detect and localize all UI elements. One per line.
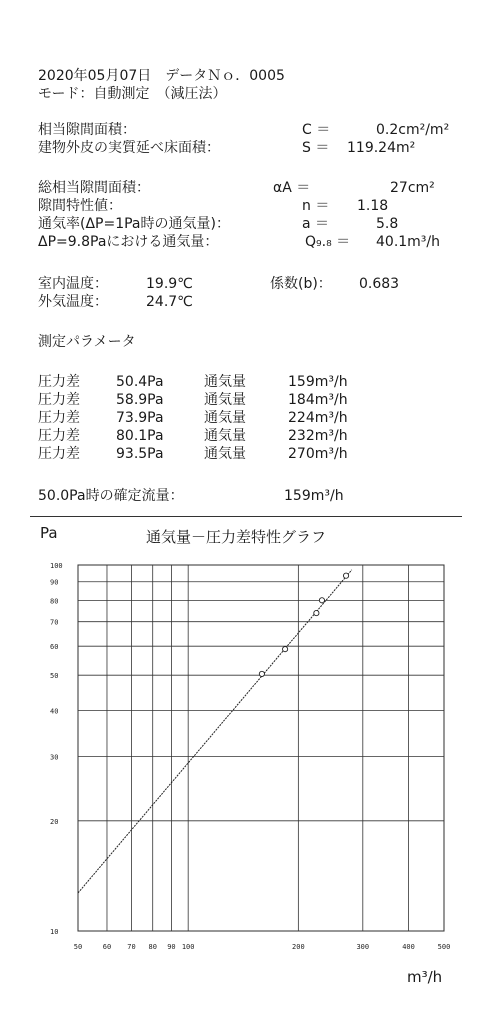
- y-tick-label: 100: [50, 562, 63, 570]
- y-tick-label: 10: [50, 928, 59, 936]
- mode-line: モード：自動測定 （減圧法）: [38, 86, 227, 102]
- airflow-label: 通気量: [204, 446, 246, 462]
- parameters-heading: 測定パラメータ: [38, 334, 136, 350]
- gap-characteristic-symbol: n ＝: [302, 198, 330, 214]
- airflow-label: 通気量: [204, 428, 246, 444]
- airflow-label: 通気量: [204, 374, 246, 390]
- x-tick-label: 500: [437, 943, 451, 951]
- pressure-diff-value: 50.4Pa: [116, 374, 164, 390]
- pressure-diff-value: 73.9Pa: [116, 410, 164, 426]
- y-tick-label: 20: [50, 817, 59, 826]
- airflow-label: 通気量: [204, 392, 246, 408]
- airflow-value: 159m³/h: [288, 374, 348, 390]
- fit-line: [78, 570, 352, 893]
- air-permeability-value: 5.8: [376, 216, 399, 232]
- pressure-diff-value: 80.1Pa: [116, 428, 164, 444]
- section-divider: [30, 516, 462, 517]
- data-point: [343, 573, 348, 578]
- chart-title: 通気量－圧力差特性グラフ: [146, 528, 327, 546]
- total-gap-area-value: 27cm²: [390, 180, 435, 196]
- x-tick-label: 60: [102, 943, 112, 951]
- airflow-pressure-chart: [0, 520, 500, 1017]
- equivalent-gap-area-symbol: C ＝: [302, 122, 331, 138]
- pressure-diff-value: 93.5Pa: [116, 446, 164, 462]
- x-tick-label: 50: [73, 943, 83, 951]
- pressure-diff-value: 58.9Pa: [116, 392, 164, 408]
- floor-area-value: 119.24m²: [347, 140, 416, 156]
- x-tick-label: 100: [181, 943, 195, 951]
- coefficient-value: 0.683: [359, 276, 400, 292]
- y-tick-label: 60: [50, 643, 59, 652]
- x-tick-label: 90: [167, 943, 176, 951]
- airflow-value: 184m³/h: [288, 392, 348, 408]
- equivalent-gap-area-label: 相当隙間面積：: [38, 122, 136, 138]
- flow-at-9-8pa-label: ΔP=9.8Paにおける通気量：: [38, 234, 219, 250]
- flow-at-9-8pa-symbol: Q₉.₈ ＝: [305, 234, 351, 250]
- coefficient-label: 係数(b)：: [270, 276, 332, 292]
- y-tick-label: 30: [50, 753, 59, 762]
- y-tick-label: 40: [50, 707, 59, 716]
- x-tick-label: 70: [127, 943, 136, 951]
- chart-x-unit-label: m³/h: [407, 968, 443, 986]
- equivalent-gap-area-value: 0.2cm²/m²: [376, 122, 450, 138]
- indoor-temp-label: 室内温度：: [38, 276, 108, 292]
- chart-y-unit-label: Pa: [40, 524, 58, 542]
- x-tick-label: 300: [356, 943, 370, 951]
- data-point: [283, 647, 288, 652]
- airflow-value: 232m³/h: [288, 428, 348, 444]
- outdoor-temp-value: 24.7℃: [146, 294, 193, 310]
- data-points: [259, 573, 348, 676]
- floor-area-symbol: S ＝: [302, 140, 330, 156]
- y-tick-label: 50: [50, 672, 59, 681]
- data-point: [314, 610, 319, 615]
- total-gap-area-label: 総相当隙間面積：: [38, 180, 150, 196]
- data-point: [259, 671, 264, 676]
- plot-frame: [78, 565, 444, 931]
- y-tick-label: 90: [50, 578, 59, 587]
- gap-characteristic-label: 隙間特性値：: [38, 198, 122, 214]
- fit-line-group: [78, 570, 352, 893]
- airflow-value: 224m³/h: [288, 410, 348, 426]
- y-tick-label: 80: [50, 597, 59, 606]
- x-tick-label: 80: [148, 943, 157, 951]
- airflow-label: 通気量: [204, 410, 246, 426]
- flow-at-9-8pa-value: 40.1m³/h: [376, 234, 441, 250]
- x-tick-label: 200: [292, 943, 305, 951]
- pressure-diff-label: 圧力差: [38, 446, 80, 462]
- plot-grid: [78, 565, 444, 931]
- air-permeability-symbol: a ＝: [302, 216, 330, 232]
- indoor-temp-value: 19.9℃: [146, 276, 193, 292]
- x-tick-label: 400: [402, 943, 415, 951]
- data-point: [319, 598, 324, 603]
- fixed-flow-label: 50.0Pa時の確定流量：: [38, 488, 184, 504]
- airflow-value: 270m³/h: [288, 446, 348, 462]
- fixed-flow-value: 159m³/h: [284, 488, 344, 504]
- pressure-diff-label: 圧力差: [38, 428, 80, 444]
- pressure-diff-label: 圧力差: [38, 374, 80, 390]
- gap-characteristic-value: 1.18: [357, 198, 389, 214]
- y-tick-label: 70: [50, 618, 59, 627]
- outdoor-temp-label: 外気温度：: [38, 294, 108, 310]
- total-gap-area-symbol: αA ＝: [273, 180, 311, 196]
- date-line: 2020年05月07日 データＮｏ．0005: [38, 68, 285, 84]
- air-permeability-label: 通気率(ΔP=1Pa時の通気量)：: [38, 216, 230, 232]
- pressure-diff-label: 圧力差: [38, 410, 80, 426]
- pressure-diff-label: 圧力差: [38, 392, 80, 408]
- floor-area-label: 建物外皮の実質延べ床面積：: [38, 140, 220, 156]
